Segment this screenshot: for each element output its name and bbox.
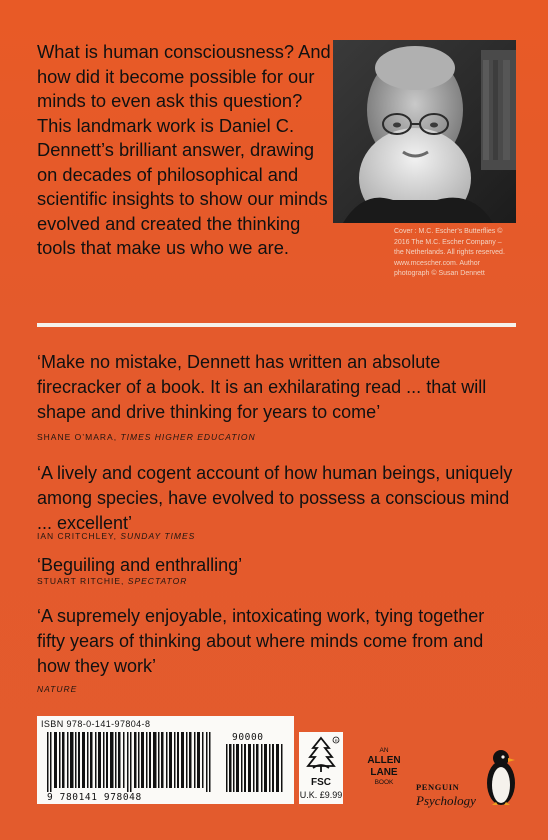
- svg-text:R: R: [334, 738, 338, 743]
- review-author: SHANE O’MARA,: [37, 432, 118, 442]
- price-label: U.K. £9.99: [299, 790, 343, 800]
- review-source: [37, 531, 195, 541]
- imprint-line: ALLEN: [367, 755, 401, 766]
- publisher-name: PENGUIN: [416, 782, 460, 792]
- review-publication: TIMES HIGHER EDUCATION: [120, 432, 256, 442]
- photo-credit-line: the Netherlands. All rights reserved.: [394, 249, 505, 256]
- review-source: [37, 684, 77, 694]
- review-source: [37, 432, 256, 442]
- imprint-line: BOOK: [374, 779, 394, 786]
- review-author: IAN CRITCHLEY,: [37, 531, 117, 541]
- review-quote: ‘A supremely enjoyable, intoxicating work, tying together fifty years of thinking about where minds come from and how they work’: [37, 606, 485, 676]
- review-quote: ‘A lively and cogent account of how human beings, uniquely among species, have evolved to possess a conscious mind ... excellent’: [37, 463, 513, 533]
- author-portrait: [333, 40, 516, 223]
- photo-credit-line: photograph © Susan Dennett: [394, 270, 485, 277]
- imprint-mark: [366, 747, 402, 787]
- imprint-line: AN: [379, 747, 389, 754]
- fsc-label: FSC: [311, 777, 331, 788]
- review-source: [37, 576, 187, 586]
- fsc-panel: [299, 732, 343, 804]
- review-quote: ‘Beguiling and enthralling’: [37, 555, 243, 575]
- photo-credit-line: 2016 The M.C. Escher Company –: [394, 238, 502, 246]
- review-publication: SUNDAY TIMES: [120, 531, 196, 541]
- review-publication: NATURE: [37, 684, 78, 694]
- blurb-intro: What is human consciousness? And how did it become possible for our minds to even ask this question? This landmark work is Daniel C. Dennett’s brilliant answer, drawing on decades of philosophical and scientific insights to show our minds evolved and created the thinking tools that make us who we are.: [37, 41, 331, 258]
- author-portrait-image: [333, 40, 516, 223]
- review-author: STUART RITCHIE,: [37, 576, 125, 586]
- photo-credit-line: www.mcescher.com. Author: [394, 259, 480, 267]
- isbn-text: ISBN 978-0-141-97804-8: [41, 719, 151, 729]
- penguin-logo-icon: [484, 748, 518, 808]
- imprint-line: LANE: [370, 767, 398, 778]
- section-divider: [37, 323, 516, 327]
- barcode-digits: 9 780141 978048: [47, 792, 142, 803]
- fsc-tree-icon: [299, 732, 343, 776]
- photo-credit-line: Cover : M.C. Escher’s Butterflies ©: [394, 228, 503, 235]
- barcode-panel: [37, 716, 294, 804]
- photo-credit: [394, 227, 514, 280]
- barcode-addon: 90000: [232, 732, 264, 743]
- series-name: Psychology: [416, 793, 476, 808]
- review-quote: ‘Make no mistake, Dennett has written an absolute firecracker of a book. It is an exhilarating read ... that will shape and drive thinking for years to come’: [37, 352, 487, 422]
- review-publication: SPECTATOR: [127, 576, 188, 586]
